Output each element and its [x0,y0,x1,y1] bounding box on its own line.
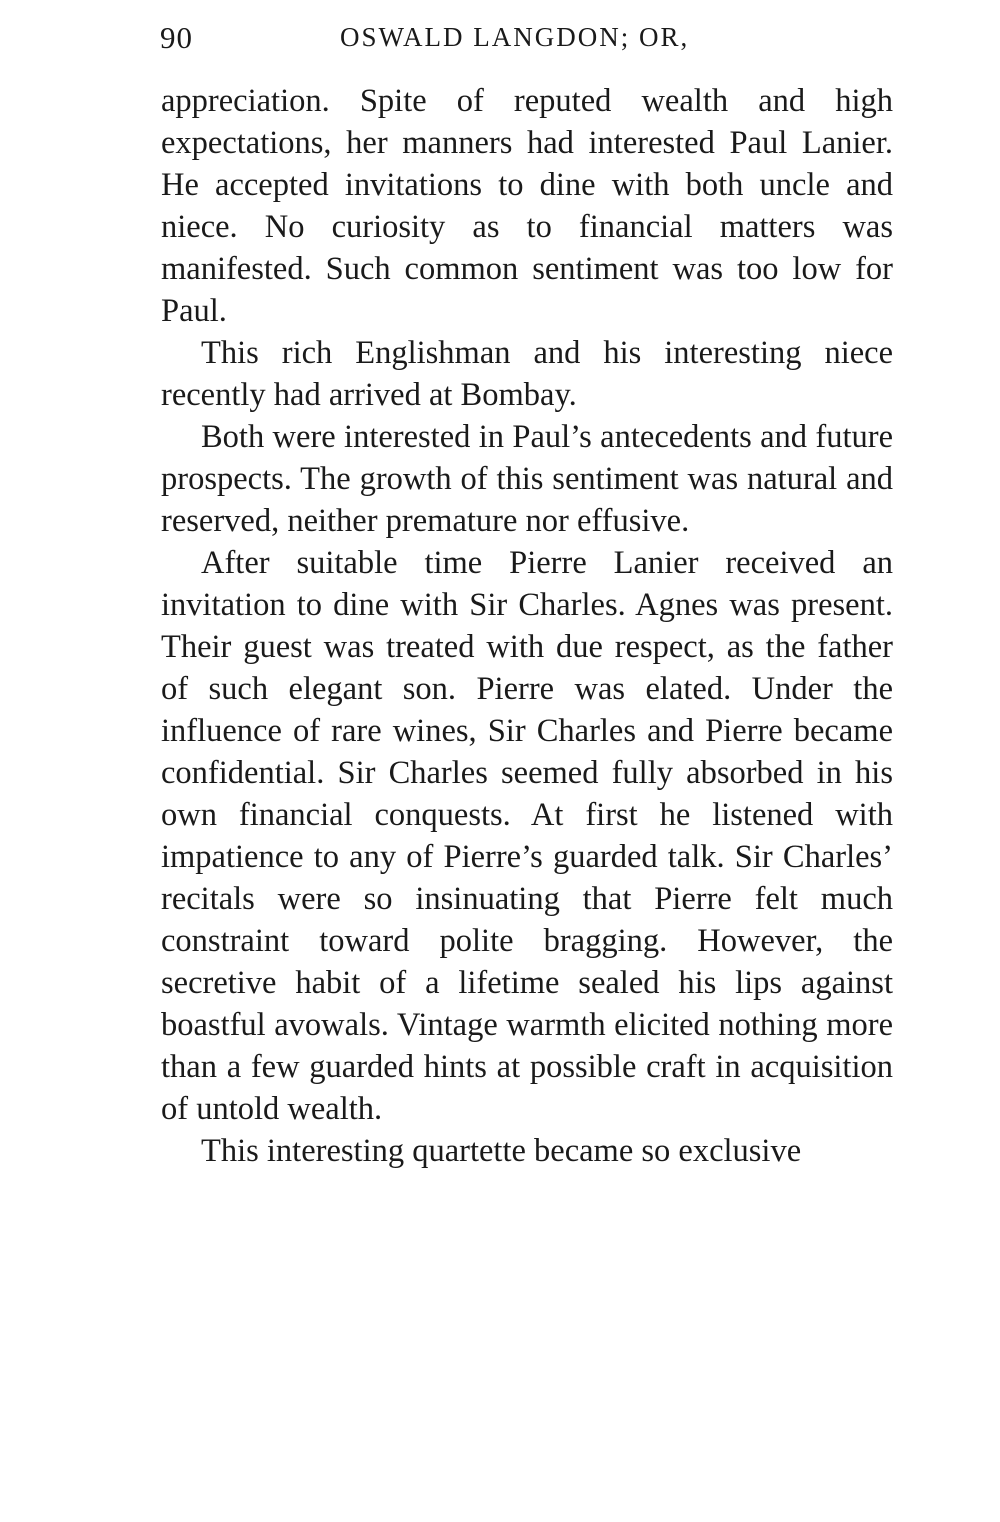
paragraph-3: Both were interested in Paul’s antecedents and future prospects. The growth of this sentiment was natural and reserved, neither premature nor effusive. [161,419,893,539]
paragraph-2: This rich Englishman and his interesting niece recently had arrived at Bombay. [161,335,893,413]
paragraph-4: After suitable time Pierre Lanier received an invitation to dine with Sir Charles. Agnes was present. Their guest was treated with due respect, as the father of such elegant son. Pierre was elated. Under the influence of rare wines, Sir Charles and Pierre became confidential. Sir Charles seemed fully absorbed in his own financial conquests. At first he listened with impatience to any of Pierre’s guarded talk. Sir Charles’ recitals were so insinuating that Pierre felt much constraint toward polite bragging. However, the secretive habit of a lifetime sealed his lips against boastful avowals. Vintage warmth elicited nothing more than a few guarded hints at possible craft in acquisition of untold wealth. [161,545,893,1127]
running-title: OSWALD LANGDON; OR, [340,22,690,52]
page-header [160,20,900,64]
paragraph-5: This interesting quartette became so exclusive [201,1133,802,1169]
paragraph-1: appreciation. Spite of reputed wealth and high expectations, her manners had interested Paul Lanier. He accepted invitations to dine with both uncle and niece. No curiosity as to financial matters was manifested. Such common sentiment was too low for Paul. [161,83,893,329]
page-number: 90 [160,20,193,55]
body-text [161,80,893,1172]
